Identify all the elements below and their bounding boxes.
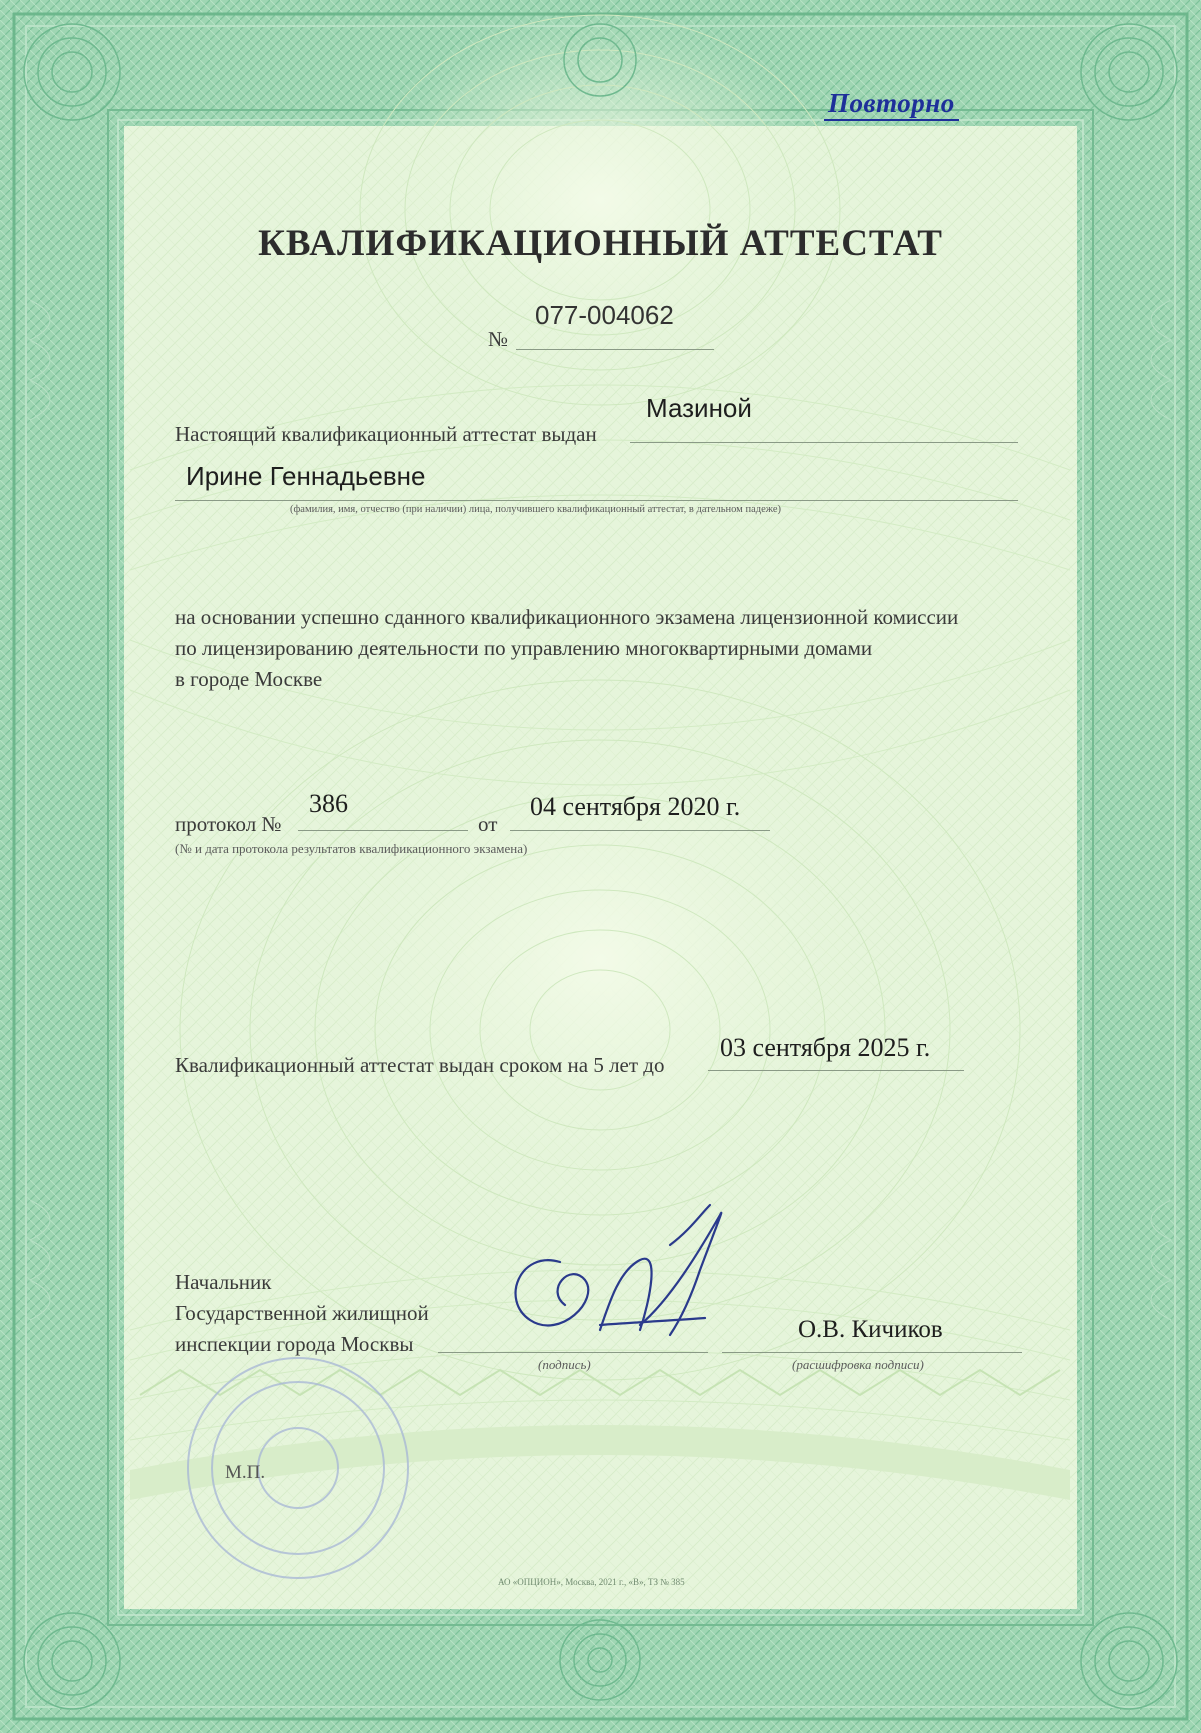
issued-to-label: Настоящий квалификационный аттестат выдан (175, 422, 597, 446)
protocol-label: протокол № (175, 812, 282, 836)
signatory-name: О.В. Кичиков (798, 1316, 943, 1343)
basis-line-2: по лицензированию деятельности по управлению многоквартирными домами (175, 636, 873, 660)
protocol-number-underline (298, 830, 468, 831)
protocol-date-underline (510, 830, 770, 831)
recipient-surname: Мазиной (646, 393, 752, 423)
printer-imprint: АО «ОПЦИОН», Москва, 2021 г., «В», ТЗ № 385 (498, 1577, 685, 1587)
signatory-line-3: инспекции города Москвы (175, 1332, 414, 1356)
certificate-number: 077-004062 (535, 300, 674, 330)
protocol-from-label: от (478, 812, 498, 836)
names-underline (175, 500, 1018, 501)
validity-label: Квалификационный аттестат выдан сроком на 5 лет до (175, 1053, 665, 1077)
document-title: КВАЛИФИКАЦИОННЫЙ АТТЕСТАТ (258, 223, 943, 264)
signatory-line-1: Начальник (175, 1270, 272, 1294)
protocol-date: 04 сентября 2020 г. (530, 792, 741, 821)
number-underline (516, 349, 714, 350)
basis-line-1: на основании успешно сданного квалификационного экзамена лицензионной комиссии (175, 605, 959, 629)
protocol-number: 386 (309, 789, 348, 818)
validity-underline (708, 1070, 964, 1071)
validity-date: 03 сентября 2025 г. (720, 1033, 931, 1062)
signature-caption: (подпись) (538, 1357, 591, 1372)
signature-underline (438, 1352, 708, 1353)
signatory-line-2: Государственной жилищной (175, 1301, 429, 1325)
signatory-name-caption: (расшифровка подписи) (792, 1357, 924, 1372)
protocol-caption: (№ и дата протокола результатов квалификационного экзамена) (175, 841, 528, 856)
number-label: № (488, 327, 509, 351)
seal-label: М.П. (225, 1462, 266, 1483)
surname-underline (630, 442, 1018, 443)
recipient-names: Ирине Геннадьевне (186, 461, 426, 491)
signatory-name-underline (722, 1352, 1022, 1353)
basis-line-3: в городе Москве (175, 667, 323, 691)
recipient-caption: (фамилия, имя, отчество (при наличии) лица, получившего квалификационный аттестат, в дательном падеже) (290, 504, 782, 515)
repeat-stamp: Повторно (824, 86, 959, 121)
